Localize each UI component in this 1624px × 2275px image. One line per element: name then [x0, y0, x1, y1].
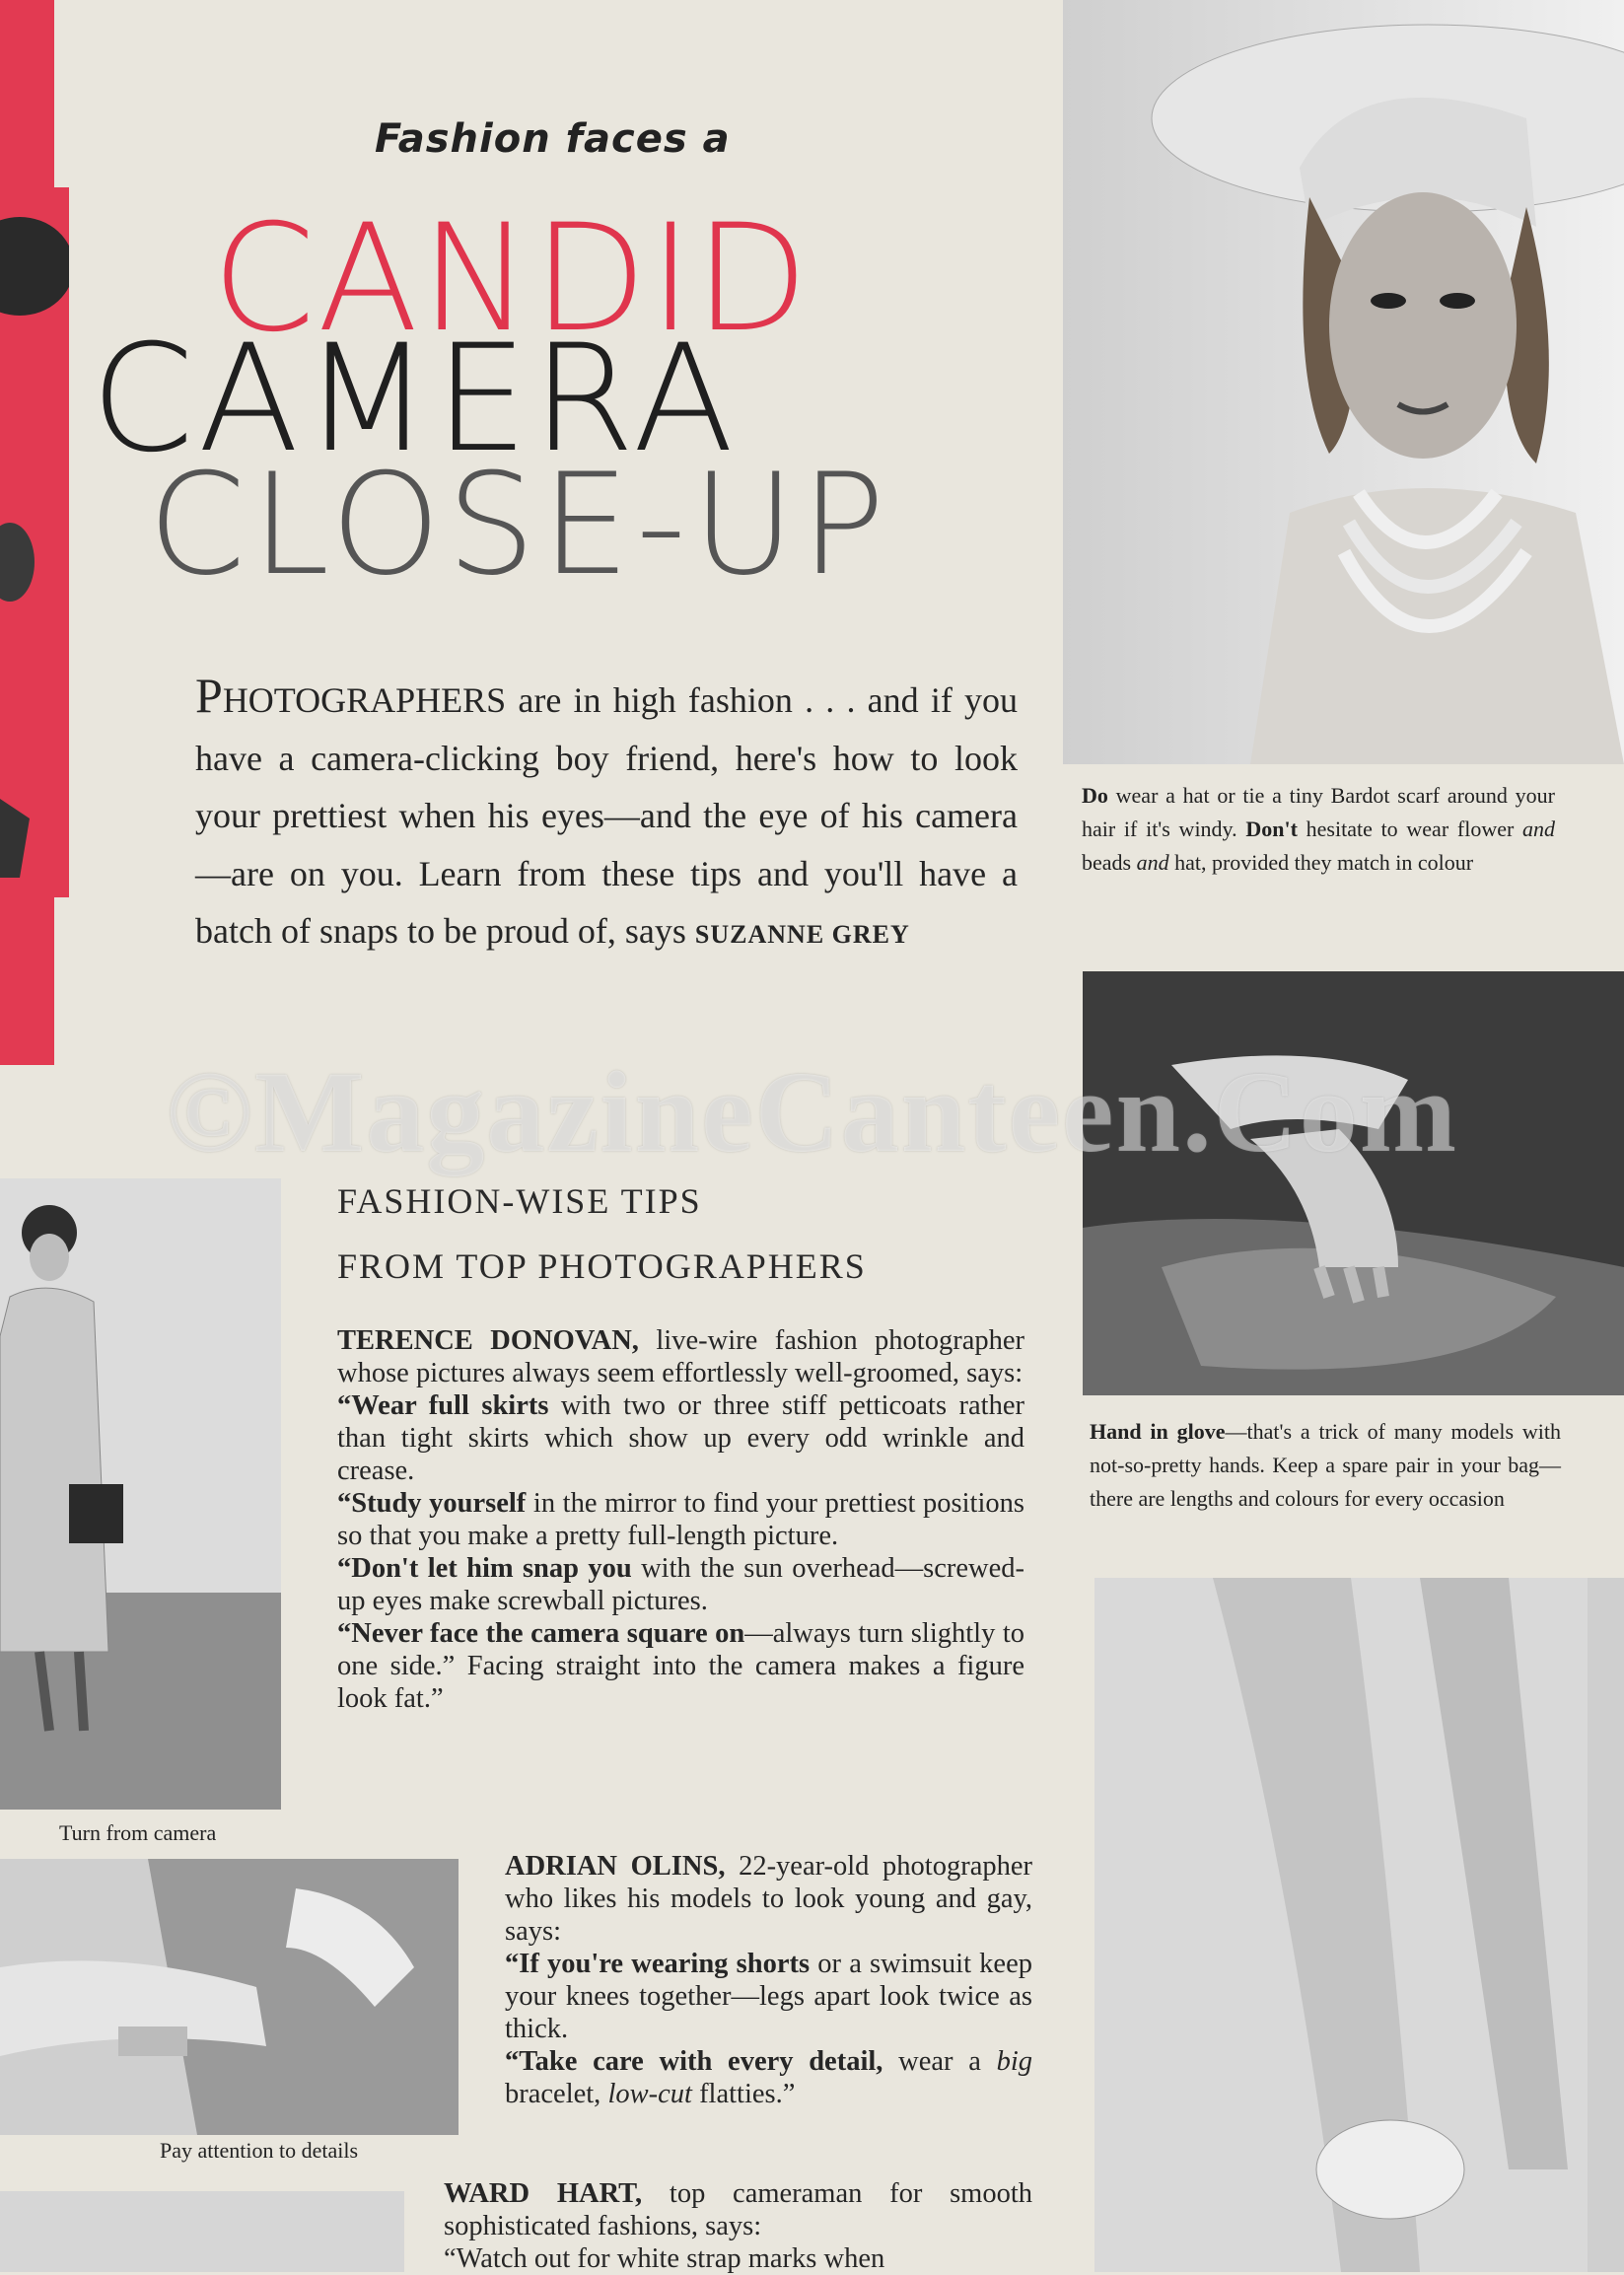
bottom-left-photo-fragment — [0, 2191, 404, 2272]
terence-donovan-section: TERENCE DONOVAN, live-wire fashion photographer whose pictures always seem effortlessly well-groomed, says: “Wear full skirts with two or three stiff petticoats rather than tight skirts which show up every odd wrinkle and crease. “Study yourself in the mirror to find your prettiest positions so that you make a pretty full-length picture. “Don't let him snap you with the sun overhead—screwed-up eyes make screwball pictures. “Never face the camera square on—always turn slightly to one side.” Facing straight into the camera makes a figure look fat.” — [337, 1325, 1025, 1714]
glove-photo-caption: Hand in glove—that's a trick of many models with not-so-pretty hands. Keep a spare pair in your bag—there are lengths and colours for every occasion — [1090, 1419, 1561, 1511]
glove-hand-photo — [1083, 971, 1624, 1395]
watermark: ©MagazineCanteen.Com — [165, 1047, 1459, 1176]
pay-attention-caption: Pay attention to details — [160, 2138, 359, 2163]
intro-drop-letter: P — [195, 668, 223, 723]
intro-paragraph: PHOTOGRAPHERS are in high fashion . . . and if you have a camera-clicking boy friend, here's how to look your prettiest when his eyes—and the eye of his camera—are on you. Learn from these tips and you'll have a batch of snaps to be proud of, says SUZANNE GREY — [195, 668, 1018, 951]
title-line-camera: CAMERA — [91, 314, 739, 485]
left-edge-photo-fragment — [0, 187, 69, 897]
ward-hart-section: WARD HART, top cameraman for smooth sophisticated fashions, says: “Watch out for white strap marks when — [444, 2178, 1032, 2274]
author-name: SUZANNE GREY — [694, 920, 910, 949]
title-line-close-up: CLOSE-UP — [148, 444, 891, 606]
hand-details-photo — [0, 1859, 459, 2135]
turn-from-camera-caption: Turn from camera — [59, 1820, 217, 1845]
title-line-candid: CANDID — [212, 193, 811, 365]
legs-shoes-photo — [1094, 1578, 1624, 2272]
adrian-olins-section: ADRIAN OLINS, 22-year-old photographer who likes his models to look young and gay, says: “If you're wearing shorts or a swimsuit keep your knees together—legs apart look twice as thick. “Take care with every detail, wear a big bracelet, low-cut flatties.” — [505, 1851, 1033, 2109]
hat-portrait-photo — [1063, 0, 1624, 764]
kicker: Fashion faces a — [375, 116, 731, 162]
woman-in-coat-photo — [0, 1178, 281, 1810]
hat-photo-caption: Do wear a hat or tie a tiny Bardot scarf around your hair if it's windy. Don't hesitate to wear flower and beads and hat, provided they match in colour — [1082, 783, 1556, 875]
tips-subhead: FASHION-WISE TIPS FROM TOP PHOTOGRAPHERS — [337, 1181, 867, 1286]
